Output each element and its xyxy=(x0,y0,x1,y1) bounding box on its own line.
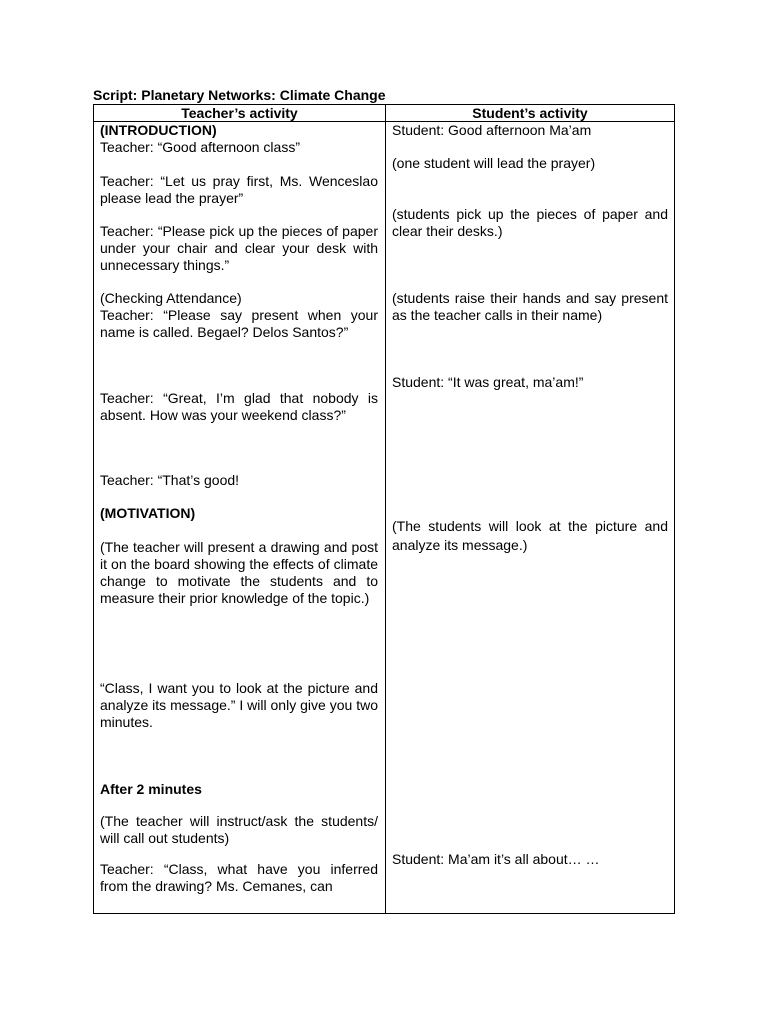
teacher-glad-line: Teacher: “Great, I’m glad that nobody is absent. How was your weekend class?” xyxy=(100,390,378,423)
teacher-present-drawing: (The teacher will present a drawing and post it on the board showing the effects of climate change to motivate the students and to measure their prior knowledge of the topic.) xyxy=(100,539,378,606)
document-title: Script: Planetary Networks: Climate Change xyxy=(93,87,386,103)
script-table xyxy=(93,104,675,914)
student-column-header: Student’s activity xyxy=(472,105,588,121)
student-it-was-great: Student: “It was great, ma’am!” xyxy=(392,374,584,390)
motivation-heading: (MOTIVATION) xyxy=(100,505,196,521)
column-divider xyxy=(385,105,386,913)
teacher-thats-good-line: Teacher: “That’s good! xyxy=(100,472,240,488)
introduction-heading: (INTRODUCTION) xyxy=(100,122,217,138)
teacher-pick-up-line: Teacher: “Please pick up the pieces of paper under your chair and clear your desk with unnecessary things.” xyxy=(100,223,378,273)
teacher-inferred-line: Teacher: “Class, what have you inferred from the drawing? Ms. Cemanes, can xyxy=(100,861,378,894)
teacher-greeting: Teacher: “Good afternoon class” xyxy=(100,139,300,155)
attendance-heading: (Checking Attendance) xyxy=(100,290,242,306)
teacher-pray-line: Teacher: “Let us pray first, Ms. Wenceslao please lead the prayer” xyxy=(100,173,378,206)
student-raise-hands: (students raise their hands and say present as the teacher calls in their name) xyxy=(392,290,668,323)
student-all-about: Student: Ma’am it’s all about… … xyxy=(392,851,600,867)
teacher-column-header: Teacher’s activity xyxy=(181,105,298,121)
student-pick-up: (students pick up the pieces of paper and clear their desks.) xyxy=(392,206,668,239)
student-look-picture: (The students will look at the picture and analyze its message.) xyxy=(392,518,668,553)
student-greeting: Student: Good afternoon Ma’am xyxy=(392,122,592,138)
teacher-attendance-line: Teacher: “Please say present when your name is called. Begael? Delos Santos?” xyxy=(100,307,378,340)
teacher-instruct-line: (The teacher will instruct/ask the students/ will call out students) xyxy=(100,813,378,846)
student-lead-prayer: (one student will lead the prayer) xyxy=(392,155,596,171)
teacher-look-picture-line: “Class, I want you to look at the picture and analyze its message.” I will only give you two minutes. xyxy=(100,680,378,730)
after-two-minutes-heading: After 2 minutes xyxy=(100,781,202,797)
